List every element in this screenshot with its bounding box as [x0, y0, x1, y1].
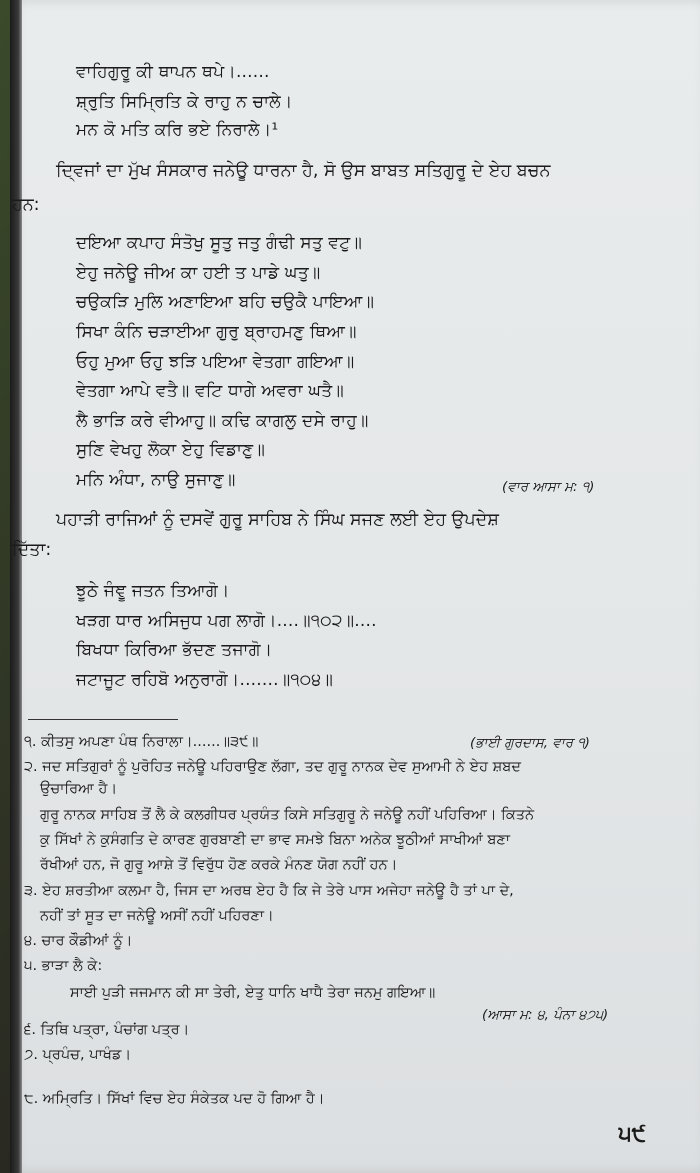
footnote-2: ਕੁ ਸਿੱਖਾਂ ਨੇ ਕੁਸੰਗਤਿ ਦੇ ਕਾਰਣ ਗੁਰਬਾਣੀ ਦਾ ਭਾਵ ਸਮਝੇ ਬਿਨਾ ਅਨੇਕ ਝੂਠੀਆਂ ਸਾਖੀਆਂ ਬਣਾ [40, 832, 511, 848]
footnote-5: ੫. ਭਾੜਾ ਲੈ ਕੇ: [24, 958, 103, 974]
footnote-6: ੬. ਤਿਥਿ ਪਤ੍ਰਾ, ਪੰਚਾਂਗ ਪਤ੍ਰ। [24, 1022, 190, 1038]
verse-line: ਓਹੁ ਮੁਆ ਓਹੁ ਝੜਿ ਪਇਆ ਵੇਤਗਾ ਗਇਆ॥ [76, 352, 355, 372]
footnote-citation: (ਆਸਾ ਮ: ੪, ਪੰਨਾ ੪੭੫) [482, 1007, 609, 1023]
verse-line: ਮਨ ਕੋ ਮਤਿ ਕਰਿ ਭਏ ਨਿਰਾਲੇ।¹ [76, 120, 279, 140]
footnote-2: ਰੱਖੀਆਂ ਹਨ, ਜੋ ਗੁਰੂ ਆਸ਼ੇ ਤੋਂ ਵਿਰੁੱਧ ਹੋਣ ਕਰਕੇ ਮੰਨਣ ਯੋਗ ਨਹੀਂ ਹਨ। [40, 857, 398, 873]
footnote-7: ੭. ਪ੍ਰਪੰਚ, ਪਾਖੰਡ। [24, 1047, 132, 1063]
verse-line: ਬਿਖਧਾ ਕਿਰਿਆ ਭੱਦਣ ਤਜਾਗੋ। [76, 640, 273, 660]
footnote-3: ਨਹੀਂ ਤਾਂ ਸੂਤ ਦਾ ਜਨੇਊ ਅਸੀਂ ਨਹੀਂ ਪਹਿਰਣਾ। [40, 908, 274, 924]
verse-line: ਵਾਹਿਗੁਰੂ ਕੀ ਥਾਪਨ ਥਪੇ।...... [76, 62, 270, 82]
prose-line: ਦਿੱਤਾ: [12, 540, 52, 560]
verse-line: ਮਨਿ ਅੰਧਾ, ਨਾਉ ਸੁਜਾਣੁ॥ [76, 470, 236, 490]
book-spine [10, 0, 22, 1173]
footnote-1: ੧. ਕੀਤਸੁ ਅਪਣਾ ਪੰਥ ਨਿਰਾਲਾ।......॥੩੯॥ [24, 734, 259, 750]
verse-line: ਦਇਆ ਕਪਾਹ ਸੰਤੋਖੁ ਸੂਤੁ ਜਤੁ ਗੰਢੀ ਸਤੁ ਵਟੁ॥ [76, 233, 363, 253]
verse-line: ਚਉਕੜਿ ਮੁਲਿ ਅਣਾਇਆ ਬਹਿ ਚਉਕੈ ਪਾਇਆ॥ [76, 292, 375, 312]
footnote-2: ਗੁਰੂ ਨਾਨਕ ਸਾਹਿਬ ਤੋਂ ਲੈ ਕੇ ਕਲਗੀਧਰ ਪ੍ਰਯੰਤ ਕਿਸੇ ਸਤਿਗੁਰੂ ਨੇ ਜਨੇਊ ਨਹੀਂ ਪਹਿਰਿਆ। ਕਿਤਨੇ [40, 807, 535, 823]
verse-line: ਸ਼੍ਰੁਤਿ ਸਿਮ੍ਰਿਤਿ ਕੇ ਰਾਹੁ ਨ ਚਾਲੇ। [76, 92, 293, 112]
verse-line: ਵੇਤਗਾ ਆਪੇ ਵਤੈ॥ ਵਟਿ ਧਾਗੇ ਅਵਰਾ ਘਤੈ॥ [76, 381, 344, 401]
prose-line: ਦ੍ਵਿਜਾਂ ਦਾ ਮੁੱਖ ਸੰਸਕਾਰ ਜਨੇਊ ਧਾਰਨਾ ਹੈ, ਸੋ ਉਸ ਬਾਬਤ ਸਤਿਗੁਰੂ ਦੇ ਏਹ ਬਚਨ [56, 161, 551, 181]
page-number: ੫੯ [618, 1122, 646, 1147]
verse-line: ਖੜਗ ਧਾਰ ਅਸਿਜੁਧ ਪਗ ਲਾਗੋ।....॥੧੦੨॥.... [76, 611, 377, 631]
footnote-divider [28, 719, 178, 720]
footnote-5-verse: ਸਾਈ ਪੁੜੀ ਜਜਮਾਨ ਕੀ ਸਾ ਤੇਰੀ, ਏਤੁ ਧਾਨਿ ਖਾਧੈ ਤੇਰਾ ਜਨਮੁ ਗਇਆ॥ [70, 985, 436, 1001]
verse-line: ਏਹੁ ਜਨੇਊ ਜੀਅ ਕਾ ਹਈ ਤ ਪਾਡੇ ਘਤੁ॥ [76, 263, 321, 283]
verse-line: ਸੁਣਿ ਵੇਖਹੁ ਲੋਕਾ ਏਹੁ ਵਿਡਾਣੁ॥ [76, 440, 265, 460]
footnote-citation: (ਭਾਈ ਗੁਰਦਾਸ, ਵਾਰ ੧) [470, 735, 590, 751]
prose-line: ਪਹਾੜੀ ਰਾਜਿਆਂ ਨੂੰ ਦਸਵੇਂ ਗੁਰੂ ਸਾਹਿਬ ਨੇ ਸਿੰਘ ਸਜਣ ਲਈ ਏਹ ਉਪਦੇਸ਼ [56, 510, 499, 530]
footnote-4: ੪. ਚਾਰ ਕੌਡੀਆਂ ਨੂੰ। [24, 933, 133, 949]
prose-line: ਹਨ: [12, 195, 40, 215]
footnote-3: ੩. ਏਹ ਸ਼ਰਤੀਆ ਕਲਮਾ ਹੈ, ਜਿਸ ਦਾ ਅਰਥ ਏਹ ਹੈ ਕਿ ਜੇ ਤੇਰੇ ਪਾਸ ਅਜੇਹਾ ਜਨੇਊ ਹੈ ਤਾਂ ਪਾ ਦੇ, [24, 883, 514, 899]
footnote-2: ੨. ਜਦ ਸਤਿਗੁਰਾਂ ਨੂੰ ਪੁਰੋਹਿਤ ਜਨੇਊ ਪਹਿਰਾਉਣ ਲੱਗਾ, ਤਦ ਗੁਰੂ ਨਾਨਕ ਦੇਵ ਸੁਆਮੀ ਨੇ ਏਹ ਸ਼ਬਦ [24, 759, 521, 775]
verse-line: ਜਟਾਜੂਟ ਰਹਿਬੋ ਅਨੁਰਾਗੋ।.......॥੧੦੪॥ [76, 670, 334, 690]
footnote-2: ਉਚਾਰਿਆ ਹੈ। [40, 781, 118, 797]
footnote-8: ੮. ਅਮ੍ਰਿਤਿ। ਸਿੱਖਾਂ ਵਿਚ ਏਹ ਸੰਕੇਤਕ ਪਦ ਹੋ ਗਿਆ ਹੈ। [24, 1091, 325, 1107]
verse-line: ਸਿਖਾ ਕੰਨਿ ਚੜਾਈਆ ਗੁਰੁ ਬ੍ਰਾਹਮਣੁ ਥਿਆ॥ [76, 322, 357, 342]
book-page [10, 0, 700, 1173]
verse-line: ਲੈ ਭਾੜਿ ਕਰੇ ਵੀਆਹੁ॥ ਕਢਿ ਕਾਗਲੁ ਦਸੇ ਰਾਹੁ॥ [76, 411, 369, 431]
citation: (ਵਾਰ ਆਸਾ ਮ: ੧) [502, 479, 595, 495]
verse-line: ਝੂਠੇ ਜੰਞੂ ਜਤਨ ਤਿਆਗੋ। [76, 581, 230, 601]
